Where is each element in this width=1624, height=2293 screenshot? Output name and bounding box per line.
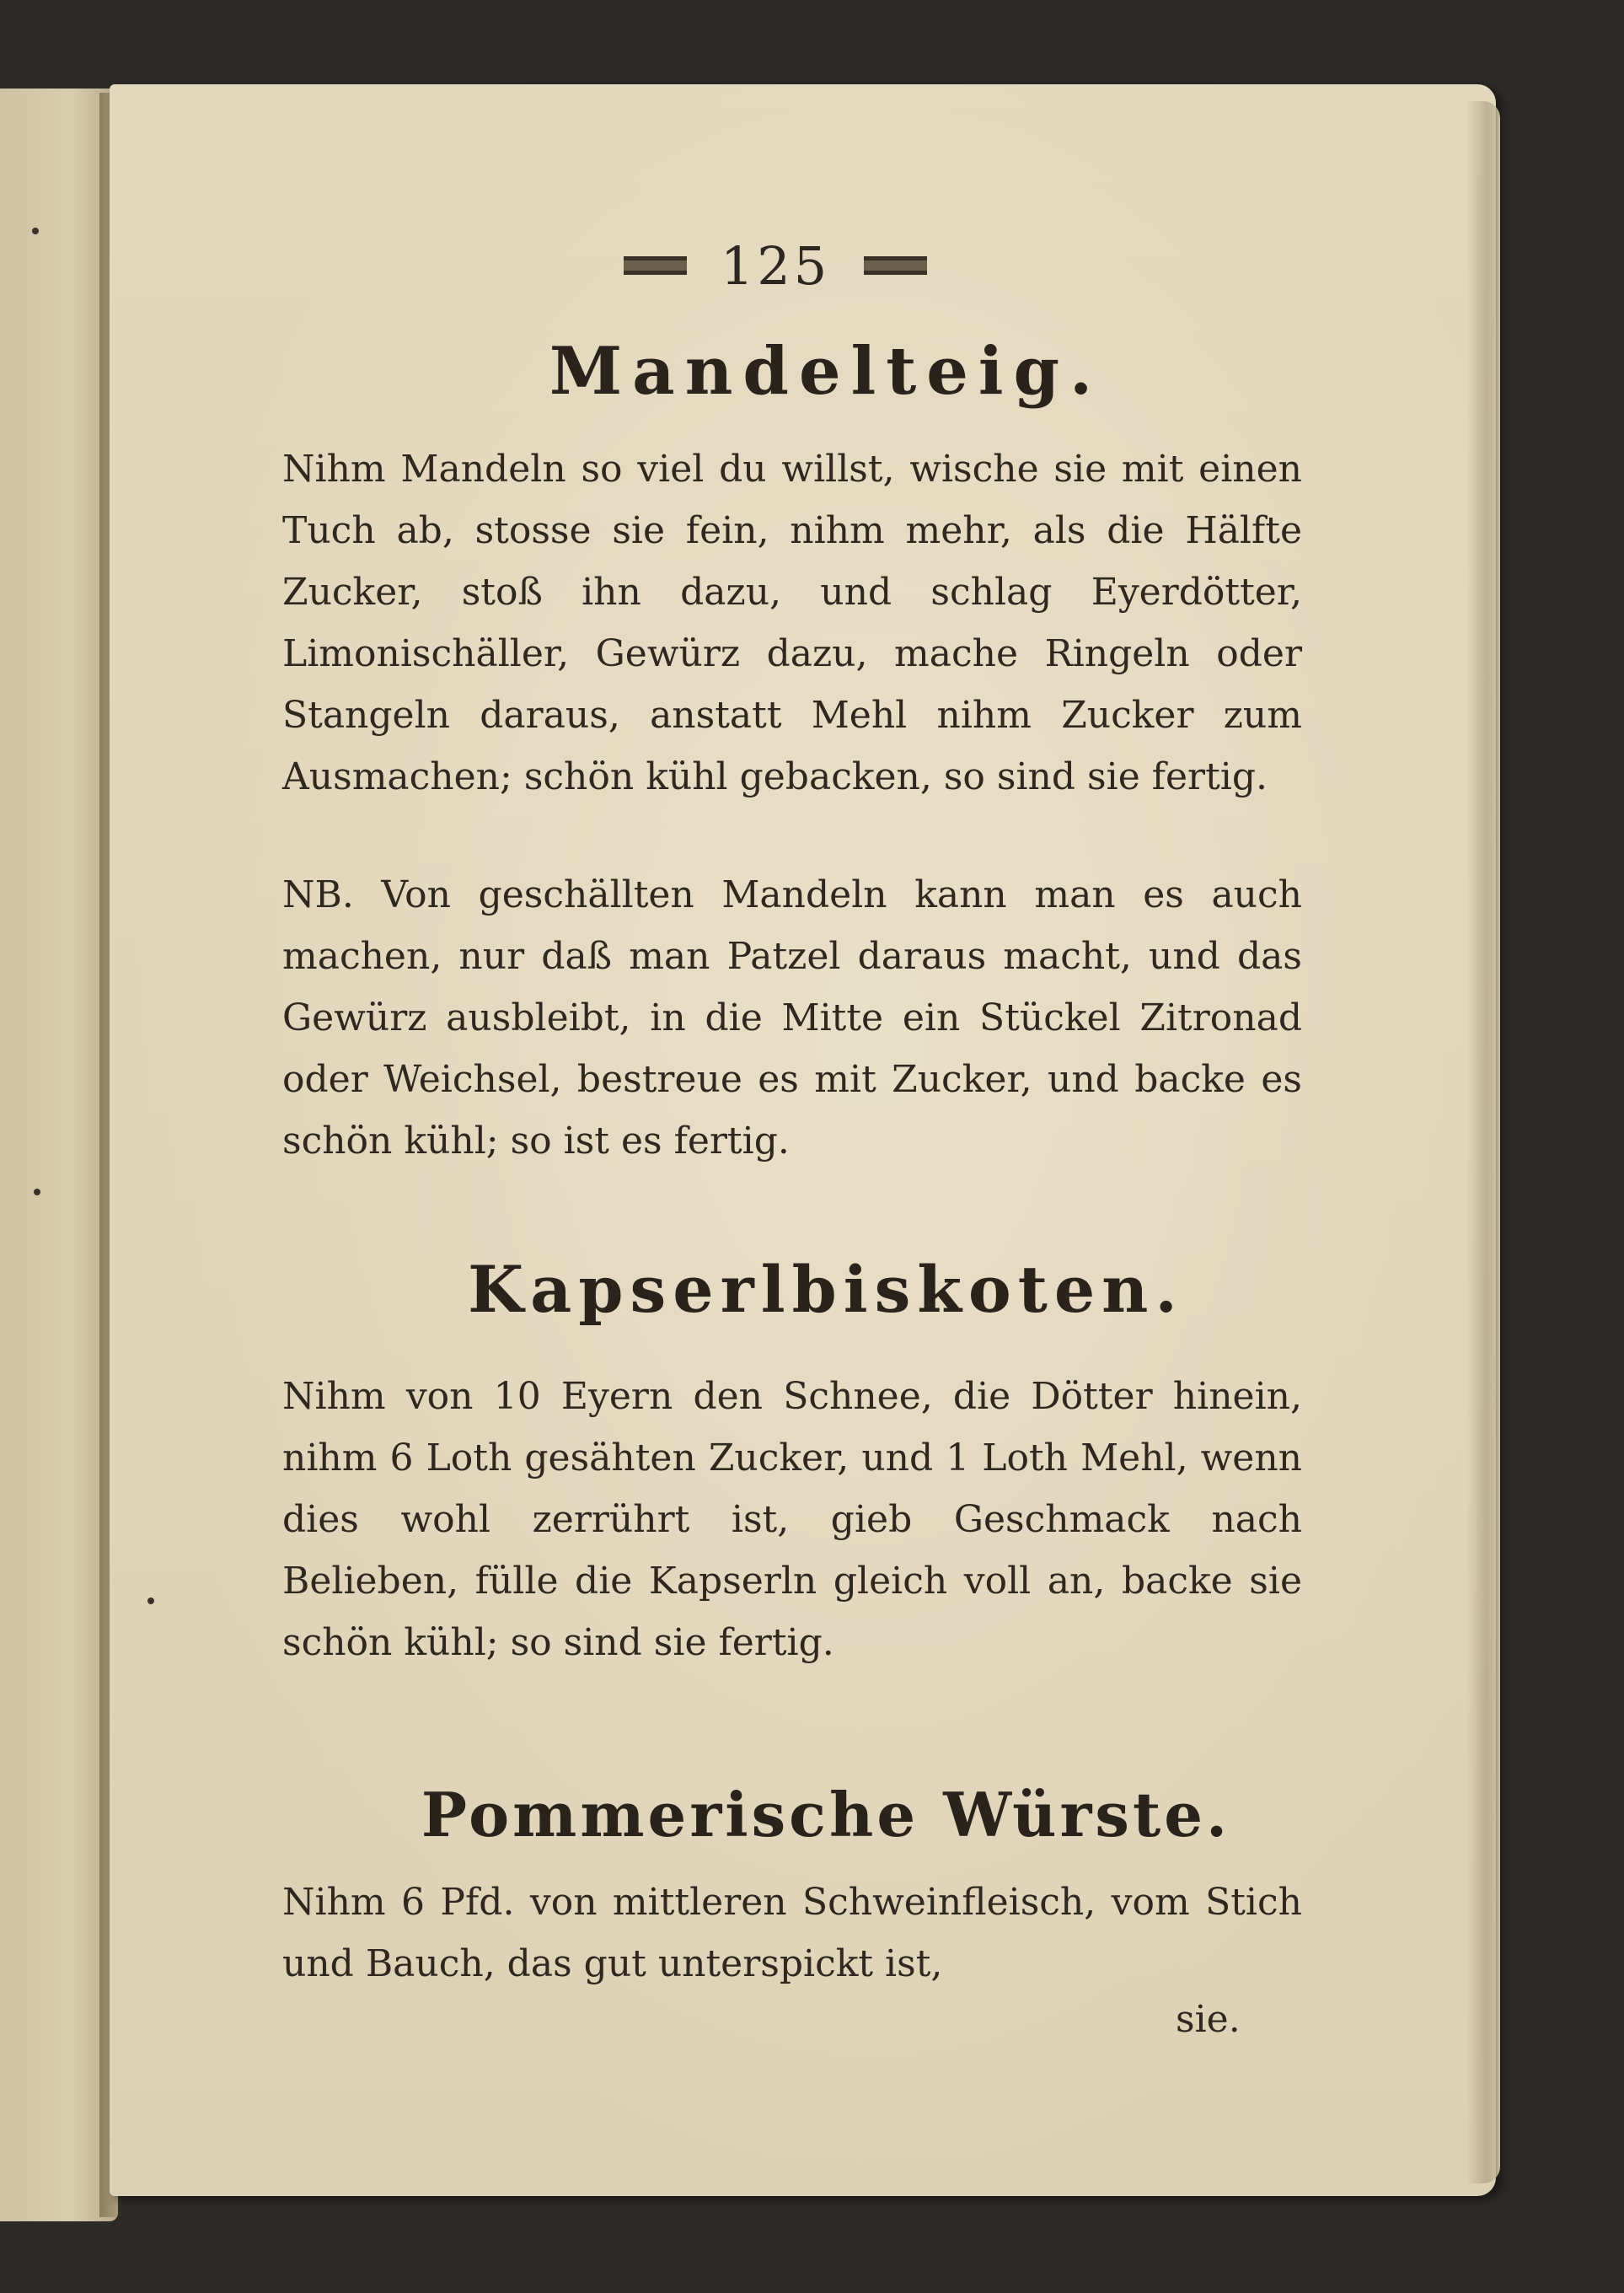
recipe-note-paragraph: NB. Von geschällten Mandeln kann man es auch machen, nur daß man Patzel daraus macht, und das Gewürz ausbleibt, in die Mitte ein Stückel Zitronad oder Weichsel, bestreue es mit Zucker, und backe es schön kühl; so ist es fertig. (282, 873, 1302, 1163)
ink-speck (32, 228, 39, 234)
page-number: 125 (720, 234, 831, 297)
ink-speck (147, 1598, 154, 1604)
section-title-mandelteig: Mandelteig. (549, 333, 1103, 410)
page-edge-shadow (1466, 101, 1500, 2183)
ink-speck (34, 1189, 40, 1195)
header-rule-right (864, 256, 927, 275)
section-title-kapserlbiskoten: Kapserlbiskoten. (468, 1252, 1184, 1327)
recipe-paragraph: Nihm Mandeln so viel du willst, wische sie mit einen Tuch ab, stosse sie fein, nihm mehr, als die Hälfte Zucker, stoß ihn dazu, und schlag Eyerdötter, Limonischäller, Gewürz dazu, mache Ringeln oder Stangeln daraus, anstatt Mehl nihm Zucker zum Ausmachen; schön kühl gebacken, so sind sie fertig. (282, 448, 1302, 798)
catchword: sie. (1176, 1998, 1241, 2041)
page-header (539, 228, 1011, 303)
section-title-pommerische-wurste: Pommerische Würste. (421, 1779, 1231, 1850)
header-rule-left (624, 256, 687, 275)
recipe-paragraph: Nihm 6 Pfd. von mittleren Schweinfleisch, vom Stich und Bauch, das gut unterspickt ist, (282, 1881, 1302, 1985)
recipe-paragraph: Nihm von 10 Eyern den Schnee, die Dötter hinein, nihm 6 Loth gesähten Zucker, und 1 Loth Mehl, wenn dies wohl zerrührt ist, gieb Geschmack nach Belieben, fülle die Kapserln gleich voll an, backe sie schön kühl; so sind sie fertig. (282, 1375, 1302, 1664)
